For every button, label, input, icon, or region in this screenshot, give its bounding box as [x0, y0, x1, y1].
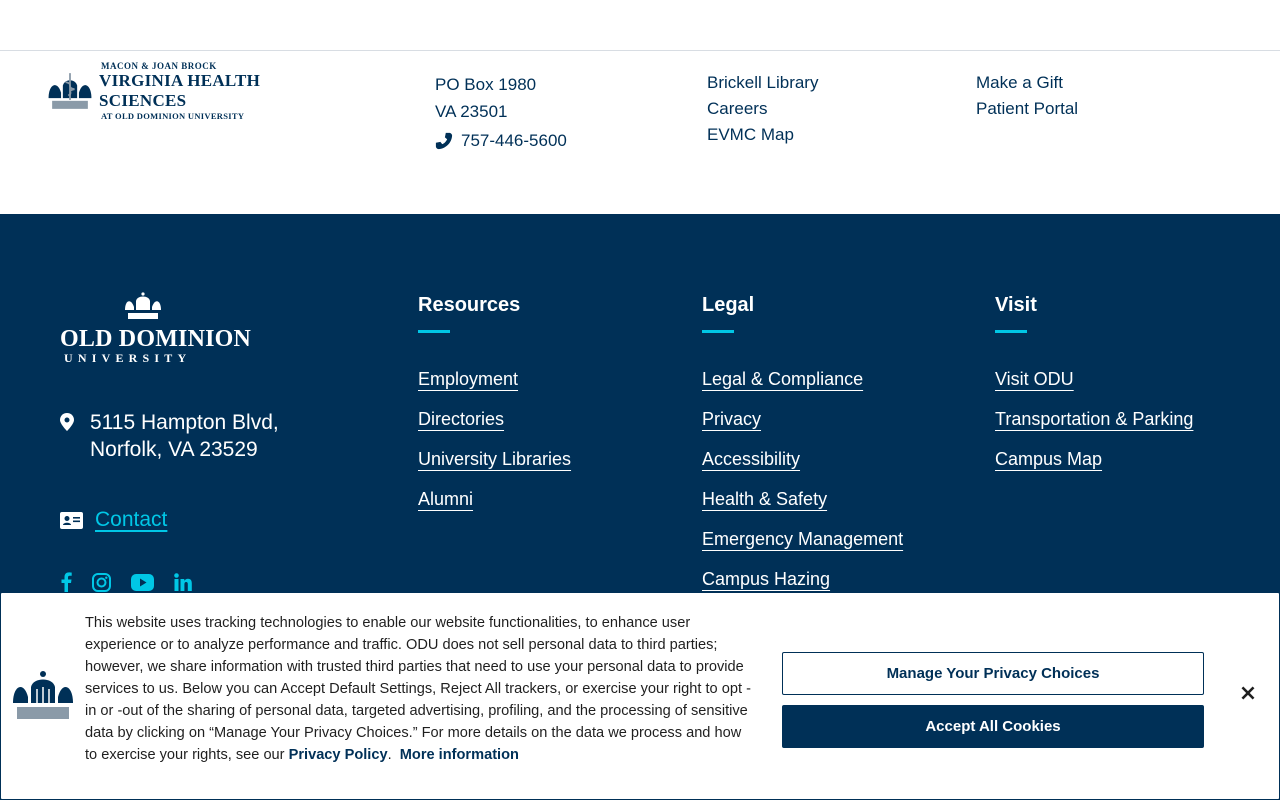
phone-number: 757-446-5600	[461, 131, 567, 150]
linkedin-icon[interactable]	[174, 573, 192, 591]
social-links	[60, 572, 212, 592]
divider	[0, 50, 1280, 51]
mailing-address	[435, 71, 536, 125]
link-directories[interactable]: Directories	[418, 409, 505, 429]
quick-links-column-1	[707, 70, 818, 148]
link-brickell-library[interactable]: Brickell Library	[707, 73, 819, 92]
top-info-strip	[0, 0, 1280, 214]
visit-heading: Visit	[995, 294, 1037, 316]
contact-link[interactable]: Contact	[95, 508, 168, 531]
link-privacy[interactable]: Privacy	[702, 409, 762, 429]
link-transportation-parking[interactable]: Transportation & Parking	[995, 409, 1194, 429]
link-employment[interactable]: Employment	[418, 369, 519, 389]
cookie-notice-text: This website uses tracking technologies to enable our website functionalities, to enhance user experience or to analyze performance and traffic. ODU does not sell personal data to third parties; however, we share information with trusted third parties that need to use your personal data to provide services to us. Below you can Accept Default Settings, Reject All trackers, or exercise your right to opt -in or -out of the sharing of personal data, targeted advertising, profiling, and the processing of sensitive data by clicking on “Manage Your Privacy Choices.” For more details on the data we process and how to exercise your rights, see our Privacy Policy. More information	[85, 615, 751, 763]
map-pin-icon	[60, 413, 74, 431]
link-visit-odu[interactable]: Visit ODU	[995, 369, 1074, 389]
odu-logo-sub: UNIVERSITY	[64, 351, 192, 365]
link-alumni[interactable]: Alumni	[418, 489, 474, 509]
youtube-icon[interactable]	[131, 574, 154, 591]
resources-heading: Resources	[418, 294, 521, 316]
quick-links-column-2	[976, 70, 1078, 122]
visit-column	[995, 294, 1193, 489]
link-university-libraries[interactable]: University Libraries	[418, 449, 572, 469]
virginia-health-sciences-logo[interactable]	[45, 61, 325, 121]
odu-crown-icon	[124, 292, 162, 320]
legal-column	[702, 294, 903, 609]
close-icon[interactable]: ×	[1238, 681, 1258, 706]
odu-logo-name: OLD DOMINION	[60, 326, 252, 352]
link-health-safety[interactable]: Health & Safety	[702, 489, 828, 509]
instagram-icon[interactable]	[92, 573, 111, 592]
link-evmc-map[interactable]: EVMC Map	[707, 125, 794, 144]
id-card-icon	[60, 512, 83, 529]
heading-underline	[418, 330, 450, 333]
link-accessibility[interactable]: Accessibility	[702, 449, 801, 469]
logo-line-3: AT OLD DOMINION UNIVERSITY	[101, 111, 245, 121]
link-patient-portal[interactable]: Patient Portal	[976, 99, 1079, 118]
link-careers[interactable]: Careers	[707, 99, 768, 118]
link-emergency-management[interactable]: Emergency Management	[702, 529, 904, 549]
manage-privacy-choices-button[interactable]: Manage Your Privacy Choices	[782, 652, 1204, 695]
campus-address	[60, 409, 279, 463]
resources-column	[418, 294, 571, 529]
cookie-consent-banner	[0, 592, 1280, 800]
contact-row	[60, 508, 167, 532]
accept-all-cookies-button[interactable]: Accept All Cookies	[782, 705, 1204, 748]
heading-underline	[995, 330, 1027, 333]
more-information-link[interactable]: More information	[399, 747, 519, 763]
link-campus-hazing[interactable]: Campus Hazing	[702, 569, 831, 589]
phone-icon	[435, 132, 453, 150]
privacy-policy-link[interactable]: Privacy Policy	[288, 747, 388, 763]
address-line-2: VA 23501	[435, 102, 508, 121]
odu-logo[interactable]	[60, 292, 252, 366]
odu-crown-logo-icon	[11, 669, 75, 721]
crown-logo-icon	[45, 69, 95, 113]
link-make-a-gift[interactable]: Make a Gift	[976, 73, 1063, 92]
campus-address-line-1: 5115 Hampton Blvd,	[90, 411, 279, 434]
heading-underline	[702, 330, 734, 333]
link-campus-map[interactable]: Campus Map	[995, 449, 1103, 469]
facebook-icon[interactable]	[60, 572, 72, 592]
legal-heading: Legal	[702, 294, 755, 316]
campus-address-line-2: Norfolk, VA 23529	[90, 438, 258, 461]
cookie-notice-body: This website uses tracking technologies to enable our website functionalities, to enhance user experience or to analyze performance and traffic. ODU does not sell personal data to third parties; however, we share information with trusted third parties that need to use your personal data to provide services to us. Below you can Accept Default Settings, Reject All trackers, or exercise your right to opt -in or -out of the sharing of personal data, targeted advertising, profiling, and the processing of sensitive data by clicking on “Manage Your Privacy Choices.” For more details on the data we process and how to exercise your rights, see our	[85, 615, 751, 763]
link-legal-compliance[interactable]: Legal & Compliance	[702, 369, 864, 389]
logo-line-1: MACON & JOAN BROCK	[101, 61, 217, 71]
address-line-1: PO Box 1980	[435, 75, 537, 94]
logo-line-2: VIRGINIA HEALTH SCIENCES	[99, 71, 261, 110]
phone-link[interactable]	[435, 131, 567, 151]
